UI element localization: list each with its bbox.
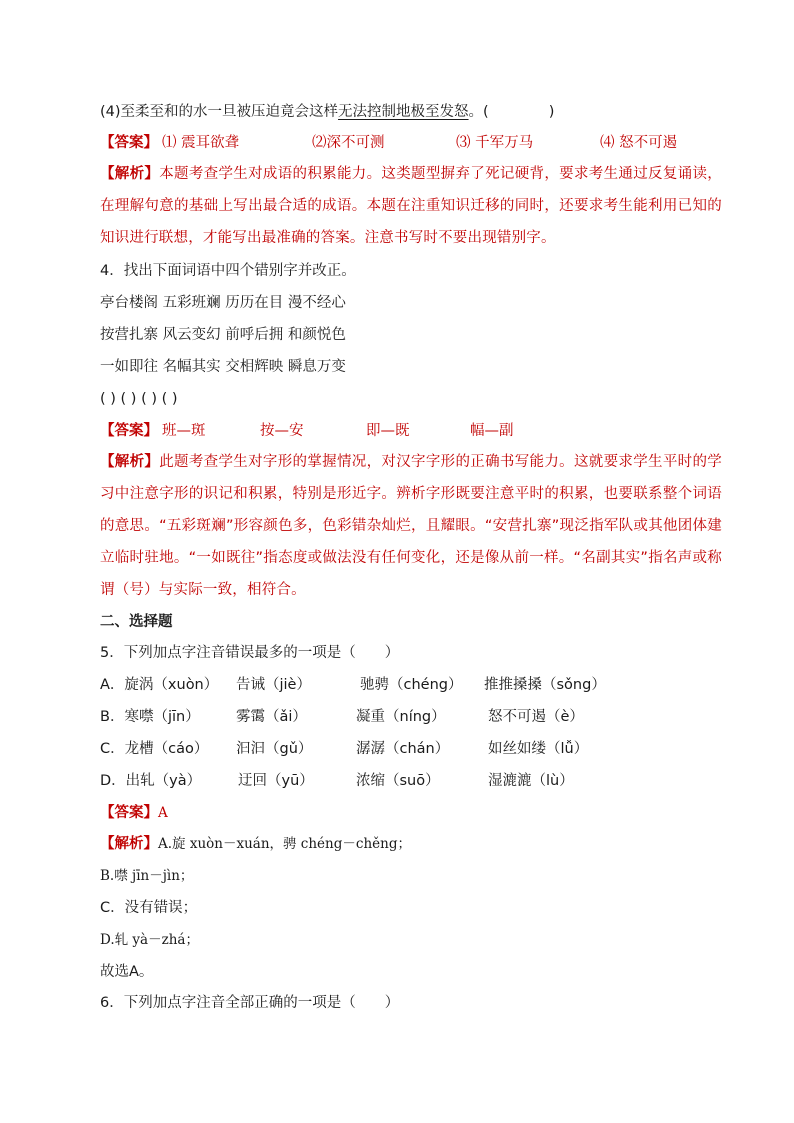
q4-answer-row [100,421,722,441]
option-item: 汩汩（gǔ） [236,741,313,757]
analysis-label: 【解析】 [100,166,160,182]
q4-stem: 4．找出下面词语中四个错别字并改正。 [100,263,356,279]
q5-analysis-line-4: D.轧 yà－zhá； [100,932,199,948]
answer-label: 【答案】 [100,423,158,439]
q4-word-row-2: 按营扎寨 风云变幻 前呼后拥 和颜悦色 [100,327,346,343]
option-item: 雾霭（ǎi） [236,709,307,725]
q5-option-a [100,675,722,695]
q3-answer-2: ⑵深不可测 [312,135,385,151]
option-item: B．寒噤（jīn） [100,709,200,725]
q5-analysis-text: A.旋 xuòn－xuán，骋 chéng－chěng； [158,836,411,852]
q5-option-b [100,707,722,727]
answer-label: 【答案】 [100,135,158,151]
q4-analysis-text: 此题考查学生对字形的掌握情况，对汉字字形的正确书写能力。这就要求学生平时的学习中注意字形的识记和积累，特别是形近字。辨析字形既要注意平时的积累，也要联系整个词语的意思。“五彩斑斓”形容颜色多，色彩错杂灿烂，且耀眼。“安营扎寨”现泛指军队或其他团体建立临时驻地。“一如既往”指态度或做法没有任何变化，还是像从前一样。“名副其实”指名声或称谓（号）与实际一致，相符合。 [100,454,722,598]
q3-analysis [100,158,722,254]
option-item: 驰骋（chéng） [360,677,463,693]
q4-answer-1: 班—斑 [162,423,206,439]
q5-conclusion: 故选A。 [100,964,154,980]
q3-answer-4: ⑷ 怒不可遏 [600,135,678,151]
answer-label: 【答案】 [100,805,158,821]
q3-part4 [100,102,554,122]
q5-answer [100,803,168,823]
q5-option-c [100,739,722,759]
analysis-label: 【解析】 [100,836,158,852]
q4-answer-2: 按—安 [260,423,304,439]
q4-blanks: ( ) ( ) ( ) ( ) [100,391,178,407]
option-item: 潺潺（chán） [356,741,450,757]
q5-analysis-line-1 [100,834,411,854]
q5-analysis-line-2: B.噤 jīn－jìn； [100,868,194,884]
option-item: 湿漉漉（lù） [488,773,574,789]
q3-answer-3: ⑶ 千军万马 [456,135,534,151]
option-item: D．出轧（yà） [100,773,202,789]
q4-answer-4: 幅—副 [470,423,514,439]
option-item: 如丝如缕（lǚ） [488,741,589,757]
q3-part4-underlined: 无法控制地极至发怒 [338,104,469,120]
section-title: 二、选择题 [100,614,173,630]
q3-answer-1: ⑴ 震耳欲聋 [162,135,240,151]
q5-analysis-line-3: C．没有错误； [100,900,198,916]
q4-word-row-3: 一如即往 名幅其实 交相辉映 瞬息万变 [100,359,346,375]
q3-part4-prefix: (4)至柔至和的水一旦被压迫竟会这样 [100,104,339,120]
option-item: C．龙槽（cáo） [100,741,209,757]
option-item: 凝重（níng） [356,709,446,725]
option-item: 告诫（jiè） [236,677,311,693]
q3-answer-row [100,133,722,153]
q4-analysis [100,446,722,606]
q4-word-row-1: 亭台楼阁 五彩班斓 历历在目 漫不经心 [100,295,346,311]
q3-analysis-text: 本题考查学生对成语的积累能力。这类题型摒弃了死记硬背，要求考生通过反复诵读，在理解句意的基础上写出最合适的成语。本题在注重知识迁移的同时，还要求考生能利用已知的知识进行联想，才能写出最准确的答案。注意书写时不要出现错别字。 [100,166,722,246]
q4-answer-3: 即—既 [366,423,410,439]
option-item: 推推搡搡（sǒng） [484,677,606,693]
option-item: 浓缩（suō） [356,773,440,789]
q5-stem: 5．下列加点字注音错误最多的一项是（ ） [100,645,400,661]
q5-option-d [100,771,722,791]
option-item: 迂回（yū） [238,773,314,789]
q3-part4-close: ) [548,104,555,120]
option-item: A．旋涡（xuòn） [100,677,219,693]
q3-part4-suffix: 。( [468,104,489,120]
analysis-label: 【解析】 [100,454,160,470]
q6-stem: 6．下列加点字注音全部正确的一项是（ ） [100,995,400,1011]
q5-answer-value: A [158,805,168,821]
option-item: 怒不可遏（è） [488,709,584,725]
